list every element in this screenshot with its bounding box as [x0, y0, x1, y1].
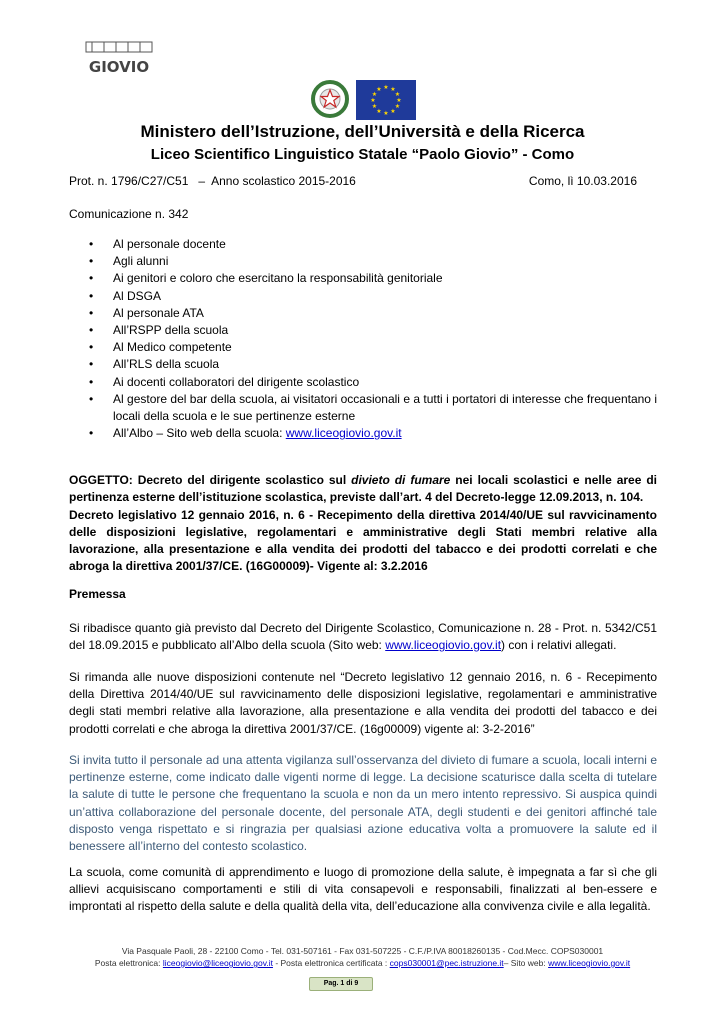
footer-web-label: – Sito web: [503, 958, 549, 968]
footer-contacts [0, 957, 725, 969]
eu-flag [356, 80, 416, 120]
paragraph-referral: Si rimanda alle nuove disposizioni contenute nel “Decreto legislativo 12 gennaio 2016, n. 6 - Recepimento della Direttiva 2014/40/UE sul ravvicinamento delle disposizioni legislative, regolamentari e amministrative degli stati membri relative alla lavorazione, alla presentazione e alla vendita dei prodotti del tabacco e dei prodotti correlati e che abroga la direttiva 2001/37/CE. (16g00009) vigente al: 3-2-2016” [69, 670, 657, 736]
list-item: • Al DSGA [69, 288, 657, 305]
list-item: • Agli alunni [69, 253, 657, 270]
albo-website-link[interactable]: www.liceogiovio.gov.it [285, 426, 402, 441]
footer-pec-label: - Posta elettronica certificata : [272, 958, 390, 968]
list-item: • Ai docenti collaboratori del dirigente scolastico [69, 374, 657, 391]
svg-text:★: ★ [376, 108, 382, 115]
paragraph-school-role: La scuola, come comunità di apprendimento e luogo di promozione della salute, è impegnata a far sì che gli allievi acquisiscano comportamenti e stili di vita consapevoli e responsabili, finalizzati al ben-essere e improntati al rispetto della salute e della qualità della vita, dell’educazione alla convivenza civile e alla legalità. [69, 865, 657, 914]
school-title: Liceo Scientifico Linguistico Statale “Paolo Giovio” - Como [150, 146, 575, 163]
p1-text-after: ) con i relativi allegati. [501, 638, 617, 653]
svg-text:★: ★ [390, 86, 396, 93]
subject-block [69, 472, 657, 576]
page-number-badge: Pag. 1 di 9 [309, 977, 373, 991]
p1-website-link[interactable]: www.liceogiovio.gov.it [385, 638, 502, 653]
protocol-number: Prot. n. 1796/C27/C51 – Anno scolastico 2015-2016 [69, 174, 356, 188]
premessa-heading: Premessa [69, 587, 126, 601]
svg-text:★: ★ [371, 91, 378, 98]
svg-text:★: ★ [394, 103, 401, 110]
footer-email-label: Posta elettronica: [94, 958, 163, 968]
footer-pec-link[interactable]: cops030001@pec.istruzione.it [389, 958, 504, 968]
subject-italic: divieto di fumare [351, 473, 451, 487]
recipients-list [69, 236, 657, 442]
svg-text:★: ★ [390, 108, 396, 115]
list-item: • Al personale ATA [69, 305, 657, 322]
p1-text-before: Si ribadisce quanto già previsto dal Decreto del Dirigente Scolastico, Comunicazione n. 28 - Prot. n. 5342/C51 del 18.09.2015 e pubblicato all’Albo della scuola (Sito web: [69, 621, 657, 653]
date-place: Como, lì 10.03.2016 [528, 174, 637, 188]
subject-part1: OGGETTO: Decreto del dirigente scolastico sul [69, 473, 352, 487]
footer-address: Via Pasquale Paoli, 28 - 22100 Como - Tel. 031-507161 - Fax 031-507225 - C.F./P.IVA 80018260135 - Cod.Mecc. COPS030001 [121, 946, 604, 956]
list-item: • Al Medico competente [69, 339, 657, 356]
page-footer [0, 945, 725, 969]
list-item: • Al personale docente [69, 236, 657, 253]
school-logo-text: GIOVIO [88, 58, 150, 76]
footer-email-link[interactable]: liceogiovio@liceogiovio.gov.it [162, 958, 273, 968]
albo-label: All’Albo – Sito web della scuola: [113, 426, 286, 441]
svg-text:★: ★ [376, 86, 382, 93]
list-item: • Al gestore del bar della scuola, ai visitatori occasionali e a tutti i portatori di interesse che frequentano i locali della scuola e le sue pertinenze esterne [69, 391, 657, 425]
ministry-title: Ministero dell’Istruzione, dell’Università e della Ricerca [140, 122, 585, 141]
italian-republic-emblem [310, 78, 350, 120]
svg-text:★: ★ [370, 97, 376, 104]
svg-text:★: ★ [394, 91, 401, 98]
paragraph-vigilance: Si invita tutto il personale ad una attenta vigilanza sull’osservanza del divieto di fumare a scuola, locali interni e pertinenze esterne, come indicato dalle vigenti norme di legge. La decisione scaturisce dalla scelta di tutelare la salute di tutte le persone che frequentano la scuola e non da un mero intento repressivo. Si auspica quindi un’attiva collaborazione del personale docente, del personale ATA, degli studenti e dei genitori affinché tale disposto venga rispettato e si ringrazia per qualsiasi azione educativa volta a promuovere la salute ed il benessere all’interno del contesto scolastico. [69, 753, 657, 854]
school-logo [84, 40, 154, 78]
svg-text:★: ★ [371, 103, 378, 110]
subject-part2: nei locali scolastici e nelle aree di pertinenza esterne dell’istituzione scolastica, previste dall’art. 4 del Decreto-legge 12.09.2013, n. 104. [69, 473, 657, 505]
footer-web-link[interactable]: www.liceogiovio.gov.it [548, 958, 631, 968]
list-item: • All’RSPP della scuola [69, 322, 657, 339]
svg-text:★: ★ [396, 97, 402, 104]
list-item: • Ai genitori e coloro che esercitano la responsabilità genitoriale [69, 270, 657, 287]
subject-part3: Decreto legislativo 12 gennaio 2016, n. 6 - Recepimento della direttiva 2014/40/UE sul ravvicinamento delle disposizioni legislative, regolamentari e amministrative degli Stati membri relative alla lavorazione, alla presentazione e alla vendita dei prodotti del tabacco e dei prodotti correlati e che abroga la direttiva 2001/37/CE. (16G00009)- Vigente al: 3.2.2016 [69, 507, 657, 574]
communication-number: Comunicazione n. 342 [69, 207, 189, 221]
list-item-albo [69, 425, 657, 442]
protocol-row [69, 174, 637, 188]
list-item: • All’RLS della scuola [69, 356, 657, 373]
svg-text:★: ★ [383, 110, 389, 117]
svg-text:★: ★ [383, 84, 389, 91]
paragraph-reaffirm [69, 620, 657, 654]
